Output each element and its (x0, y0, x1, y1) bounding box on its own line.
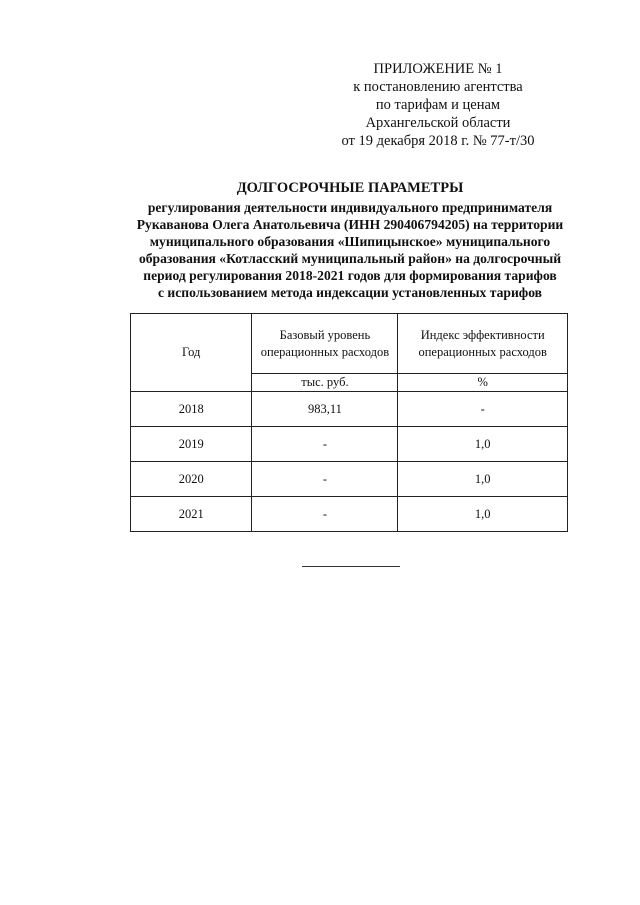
appendix-header (308, 60, 568, 150)
table-header-row (131, 314, 568, 374)
cell-index: 1,0 (398, 427, 568, 462)
parameters-table (130, 313, 568, 532)
separator-line (302, 566, 400, 567)
cell-index: 1,0 (398, 497, 568, 532)
cell-year: 2018 (131, 392, 252, 427)
title-line: Рукаванова Олега Анатольевича (ИНН 290406794205) на территории (136, 217, 564, 232)
cell-year: 2021 (131, 497, 252, 532)
cell-base: - (252, 497, 398, 532)
title-line: с использованием метода индексации установленных тарифов (157, 285, 542, 300)
cell-index: - (398, 392, 568, 427)
cell-base: - (252, 427, 398, 462)
header-year: Год (131, 314, 252, 392)
title-main: ДОЛГОСРОЧНЫЕ ПАРАМЕТРЫ (236, 180, 464, 196)
unit-base: тыс. руб. (252, 374, 398, 392)
appendix-line: от 19 декабря 2018 г. № 77-т/30 (341, 133, 535, 149)
cell-year: 2020 (131, 462, 252, 497)
table-row (131, 392, 568, 427)
title-line: регулирования деятельности индивидуального предпринимателя (147, 200, 553, 215)
table-row (131, 427, 568, 462)
title-line: образования «Котласский муниципальный район» на долгосрочный (138, 251, 562, 266)
document-title (110, 180, 590, 301)
appendix-line: по тарифам и ценам (375, 97, 501, 113)
cell-year: 2019 (131, 427, 252, 462)
cell-base: - (252, 462, 398, 497)
title-line: период регулирования 2018-2021 годов для формирования тарифов (143, 268, 557, 283)
table-row (131, 497, 568, 532)
appendix-line: к постановлению агентства (353, 79, 523, 95)
cell-base: 983,11 (252, 392, 398, 427)
appendix-line: ПРИЛОЖЕНИЕ № 1 (373, 61, 503, 77)
appendix-line: Архангельской области (365, 115, 511, 131)
header-efficiency-index: Индекс эффективности операционных расходов (398, 314, 568, 374)
cell-index: 1,0 (398, 462, 568, 497)
title-line: муниципального образования «Шипицынское» муниципального (149, 234, 551, 249)
header-base-level: Базовый уровень операционных расходов (252, 314, 398, 374)
unit-index: % (398, 374, 568, 392)
table-row (131, 462, 568, 497)
